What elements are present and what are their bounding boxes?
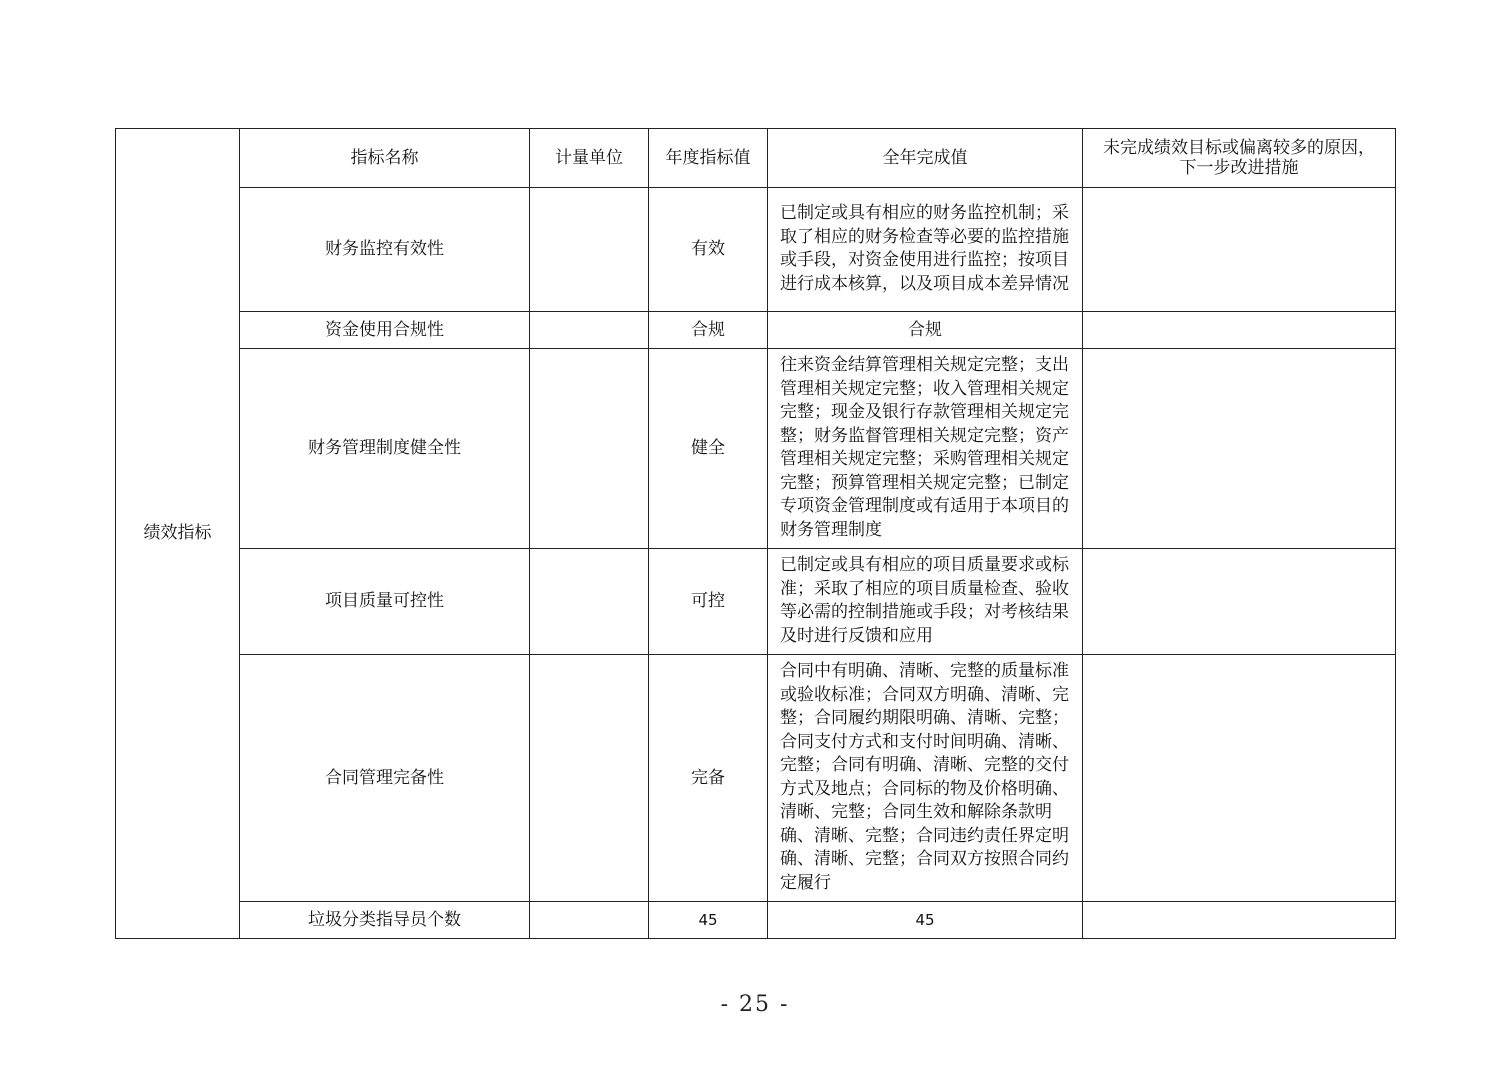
actual-cell: 已制定或具有相应的财务监控机制；采取了相应的财务检查等必要的监控措施或手段，对资金使用进行监控；按项目进行成本核算，以及项目成本差异情况: [768, 188, 1083, 312]
header-annual-target: 年度指标值: [649, 129, 768, 188]
reason-cell: [1083, 349, 1396, 549]
target-cell: 45: [649, 902, 768, 939]
reason-cell: [1083, 549, 1396, 655]
header-reason-line1: 未完成绩效目标或偏离较多的原因，: [1103, 138, 1375, 158]
actual-cell: 已制定或具有相应的项目质量要求或标准；采取了相应的项目质量检查、验收等必需的控制措施或手段；对考核结果及时进行反馈和应用: [768, 549, 1083, 655]
target-cell: 健全: [649, 349, 768, 549]
indicator-name-cell: 财务管理制度健全性: [240, 349, 530, 549]
table-row: [116, 549, 1396, 655]
table-row: [116, 312, 1396, 349]
header-indicator-name: 指标名称: [240, 129, 530, 188]
indicator-name-cell: 资金使用合规性: [240, 312, 530, 349]
page-number: - 25 -: [720, 992, 790, 1017]
target-cell: 完备: [649, 655, 768, 902]
performance-indicator-table: [115, 128, 1396, 939]
actual-cell: 合同中有明确、清晰、完整的质量标准或验收标准；合同双方明确、清晰、完整；合同履约期限明确、清晰、完整；合同支付方式和支付时间明确、清晰、完整；合同有明确、清晰、完整的交付方式及地点；合同标的物及价格明确、清晰、完整；合同生效和解除条款明确、清晰、完整；合同违约责任界定明确、清晰、完整；合同双方按照合同约定履行: [768, 655, 1083, 902]
table-row: [116, 655, 1396, 902]
unit-cell: [530, 349, 649, 549]
unit-cell: [530, 549, 649, 655]
reason-cell: [1083, 312, 1396, 349]
header-reason-line2: 下一步改进措施: [1179, 158, 1299, 178]
indicator-name-cell: 项目质量可控性: [240, 549, 530, 655]
table-row: [116, 349, 1396, 549]
unit-cell: [530, 312, 649, 349]
actual-cell: 合规: [768, 312, 1083, 349]
header-unit: 计量单位: [530, 129, 649, 188]
reason-cell: [1083, 902, 1396, 939]
target-cell: 可控: [649, 549, 768, 655]
actual-cell: 往来资金结算管理相关规定完整；支出管理相关规定完整；收入管理相关规定完整；现金及银行存款管理相关规定完整；财务监督管理相关规定完整；资产管理相关规定完整；采购管理相关规定完整；预算管理相关规定完整；已制定专项资金管理制度或有适用于本项目的财务管理制度: [768, 349, 1083, 549]
indicator-name-cell: 财务监控有效性: [240, 188, 530, 312]
target-cell: 有效: [649, 188, 768, 312]
unit-cell: [530, 902, 649, 939]
reason-cell: [1083, 188, 1396, 312]
unit-cell: [530, 188, 649, 312]
header-actual-value: 全年完成值: [768, 129, 1083, 188]
target-cell: 合规: [649, 312, 768, 349]
reason-cell: [1083, 655, 1396, 902]
actual-cell: 45: [768, 902, 1083, 939]
indicator-name-cell: 合同管理完备性: [240, 655, 530, 902]
unit-cell: [530, 655, 649, 902]
table-row: [116, 902, 1396, 939]
header-reason: [1083, 129, 1396, 188]
table-header-row: [116, 129, 1396, 188]
table-row: [116, 188, 1396, 312]
indicator-name-cell: 垃圾分类指导员个数: [240, 902, 530, 939]
category-cell: 绩效指标: [116, 129, 240, 939]
